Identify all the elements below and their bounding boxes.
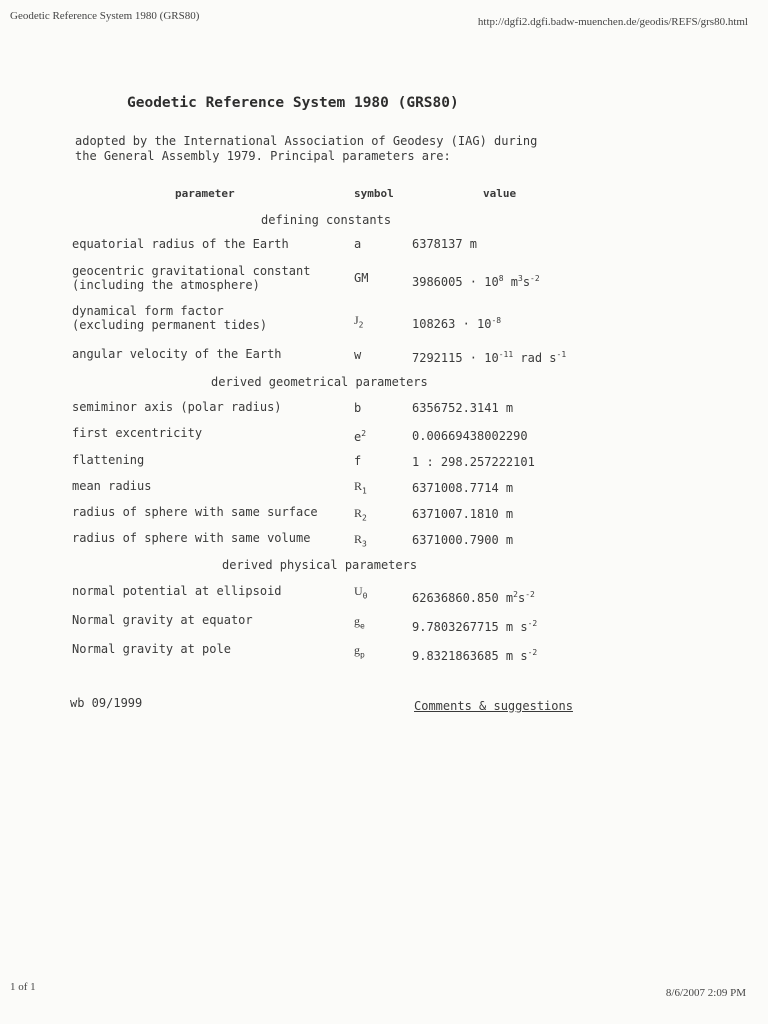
print-header-title: Geodetic Reference System 1980 (GRS80) <box>10 10 200 22</box>
value-gm: $3986005 \cdot 10^8$ $m^3s^{-2}$ <box>412 274 540 289</box>
value-r3: 6371000.7900 m <box>412 533 514 547</box>
param-gm <box>72 264 310 292</box>
symbol-j2: $J_2$ <box>354 313 364 330</box>
param-radius-same-volume: radius of sphere with same volume <box>72 531 311 545</box>
value-gp: 9.8321863685 m $s^{-2}$ <box>412 648 538 663</box>
param-j2-line2: (excluding permanent tides) <box>72 318 268 332</box>
value-e2: 0.00669438002290 <box>412 429 528 443</box>
symbol-r2: $R_2$ <box>354 506 367 523</box>
print-footer-datetime: 8/6/2007 2:09 PM <box>665 987 746 999</box>
page-title: Geodetic Reference System 1980 (GRS80) <box>127 95 459 111</box>
author-date-signature: wb 09/1999 <box>70 696 143 710</box>
column-header-symbol: symbol <box>354 187 394 200</box>
value-j2: $108263 \cdot 10^{-8}$ <box>412 316 502 331</box>
section-derived-physical: derived physical parameters <box>222 558 418 572</box>
value-a: 6378137 m <box>412 237 478 251</box>
value-b: 6356752.3141 m <box>412 401 514 415</box>
param-angular-velocity: angular velocity of the Earth <box>72 347 282 361</box>
value-f: 1 : 298.257222101 <box>412 455 535 469</box>
print-header-url: http://dgfi2.dgfi.badw-muenchen.de/geodis/REFS/grs80.html <box>477 16 748 28</box>
symbol-r1: $R_1$ <box>354 479 367 496</box>
param-normal-potential: normal potential at ellipsoid <box>72 584 282 598</box>
param-mean-radius: mean radius <box>72 479 152 493</box>
comments-suggestions-link[interactable]: Comments & suggestions <box>414 699 573 713</box>
symbol-e2: $e^2$ <box>354 429 367 444</box>
intro-line-1: adopted by the International Association of Geodesy (IAG) during <box>75 134 538 148</box>
print-footer-page: 1 of 1 <box>10 981 36 993</box>
param-gm-line1: geocentric gravitational constant <box>72 264 311 278</box>
section-derived-geometrical: derived geometrical parameters <box>211 375 428 389</box>
value-u0: 62636860.850 $m^2s^{-2}$ <box>412 590 535 605</box>
param-gm-line2: (including the atmosphere) <box>72 278 260 292</box>
param-gravity-equator: Normal gravity at equator <box>72 613 253 627</box>
symbol-f: f <box>354 454 362 468</box>
symbol-gp: $g_p$ <box>354 643 365 660</box>
value-w: $7292115 \cdot 10^{-11}$ rad $s^{-1}$ <box>412 350 567 365</box>
symbol-ge: $g_e$ <box>354 614 365 631</box>
param-j2-line1: dynamical form factor <box>72 304 224 318</box>
symbol-gm: GM <box>354 271 369 285</box>
symbol-r3: $R_3$ <box>354 532 367 549</box>
value-ge: 9.7803267715 m $s^{-2}$ <box>412 619 538 634</box>
intro-line-2: the General Assembly 1979. Principal parameters are: <box>75 149 451 163</box>
param-j2 <box>72 304 267 332</box>
param-equatorial-radius: equatorial radius of the Earth <box>72 237 289 251</box>
param-radius-same-surface: radius of sphere with same surface <box>72 505 318 519</box>
value-r2: 6371007.1810 m <box>412 507 514 521</box>
section-defining-constants: defining constants <box>261 213 392 227</box>
param-gravity-pole: Normal gravity at pole <box>72 642 231 656</box>
symbol-w: w <box>354 348 362 362</box>
param-first-excentricity: first excentricity <box>72 426 203 440</box>
param-flattening: flattening <box>72 453 145 467</box>
symbol-a: a <box>354 237 362 251</box>
symbol-u0: $U_0$ <box>354 584 368 601</box>
column-header-value: value <box>483 187 517 200</box>
column-header-parameter: parameter <box>175 187 235 200</box>
symbol-b: b <box>354 401 362 415</box>
intro-text <box>75 134 615 164</box>
param-semiminor-axis: semiminor axis (polar radius) <box>72 400 282 414</box>
value-r1: 6371008.7714 m <box>412 481 514 495</box>
